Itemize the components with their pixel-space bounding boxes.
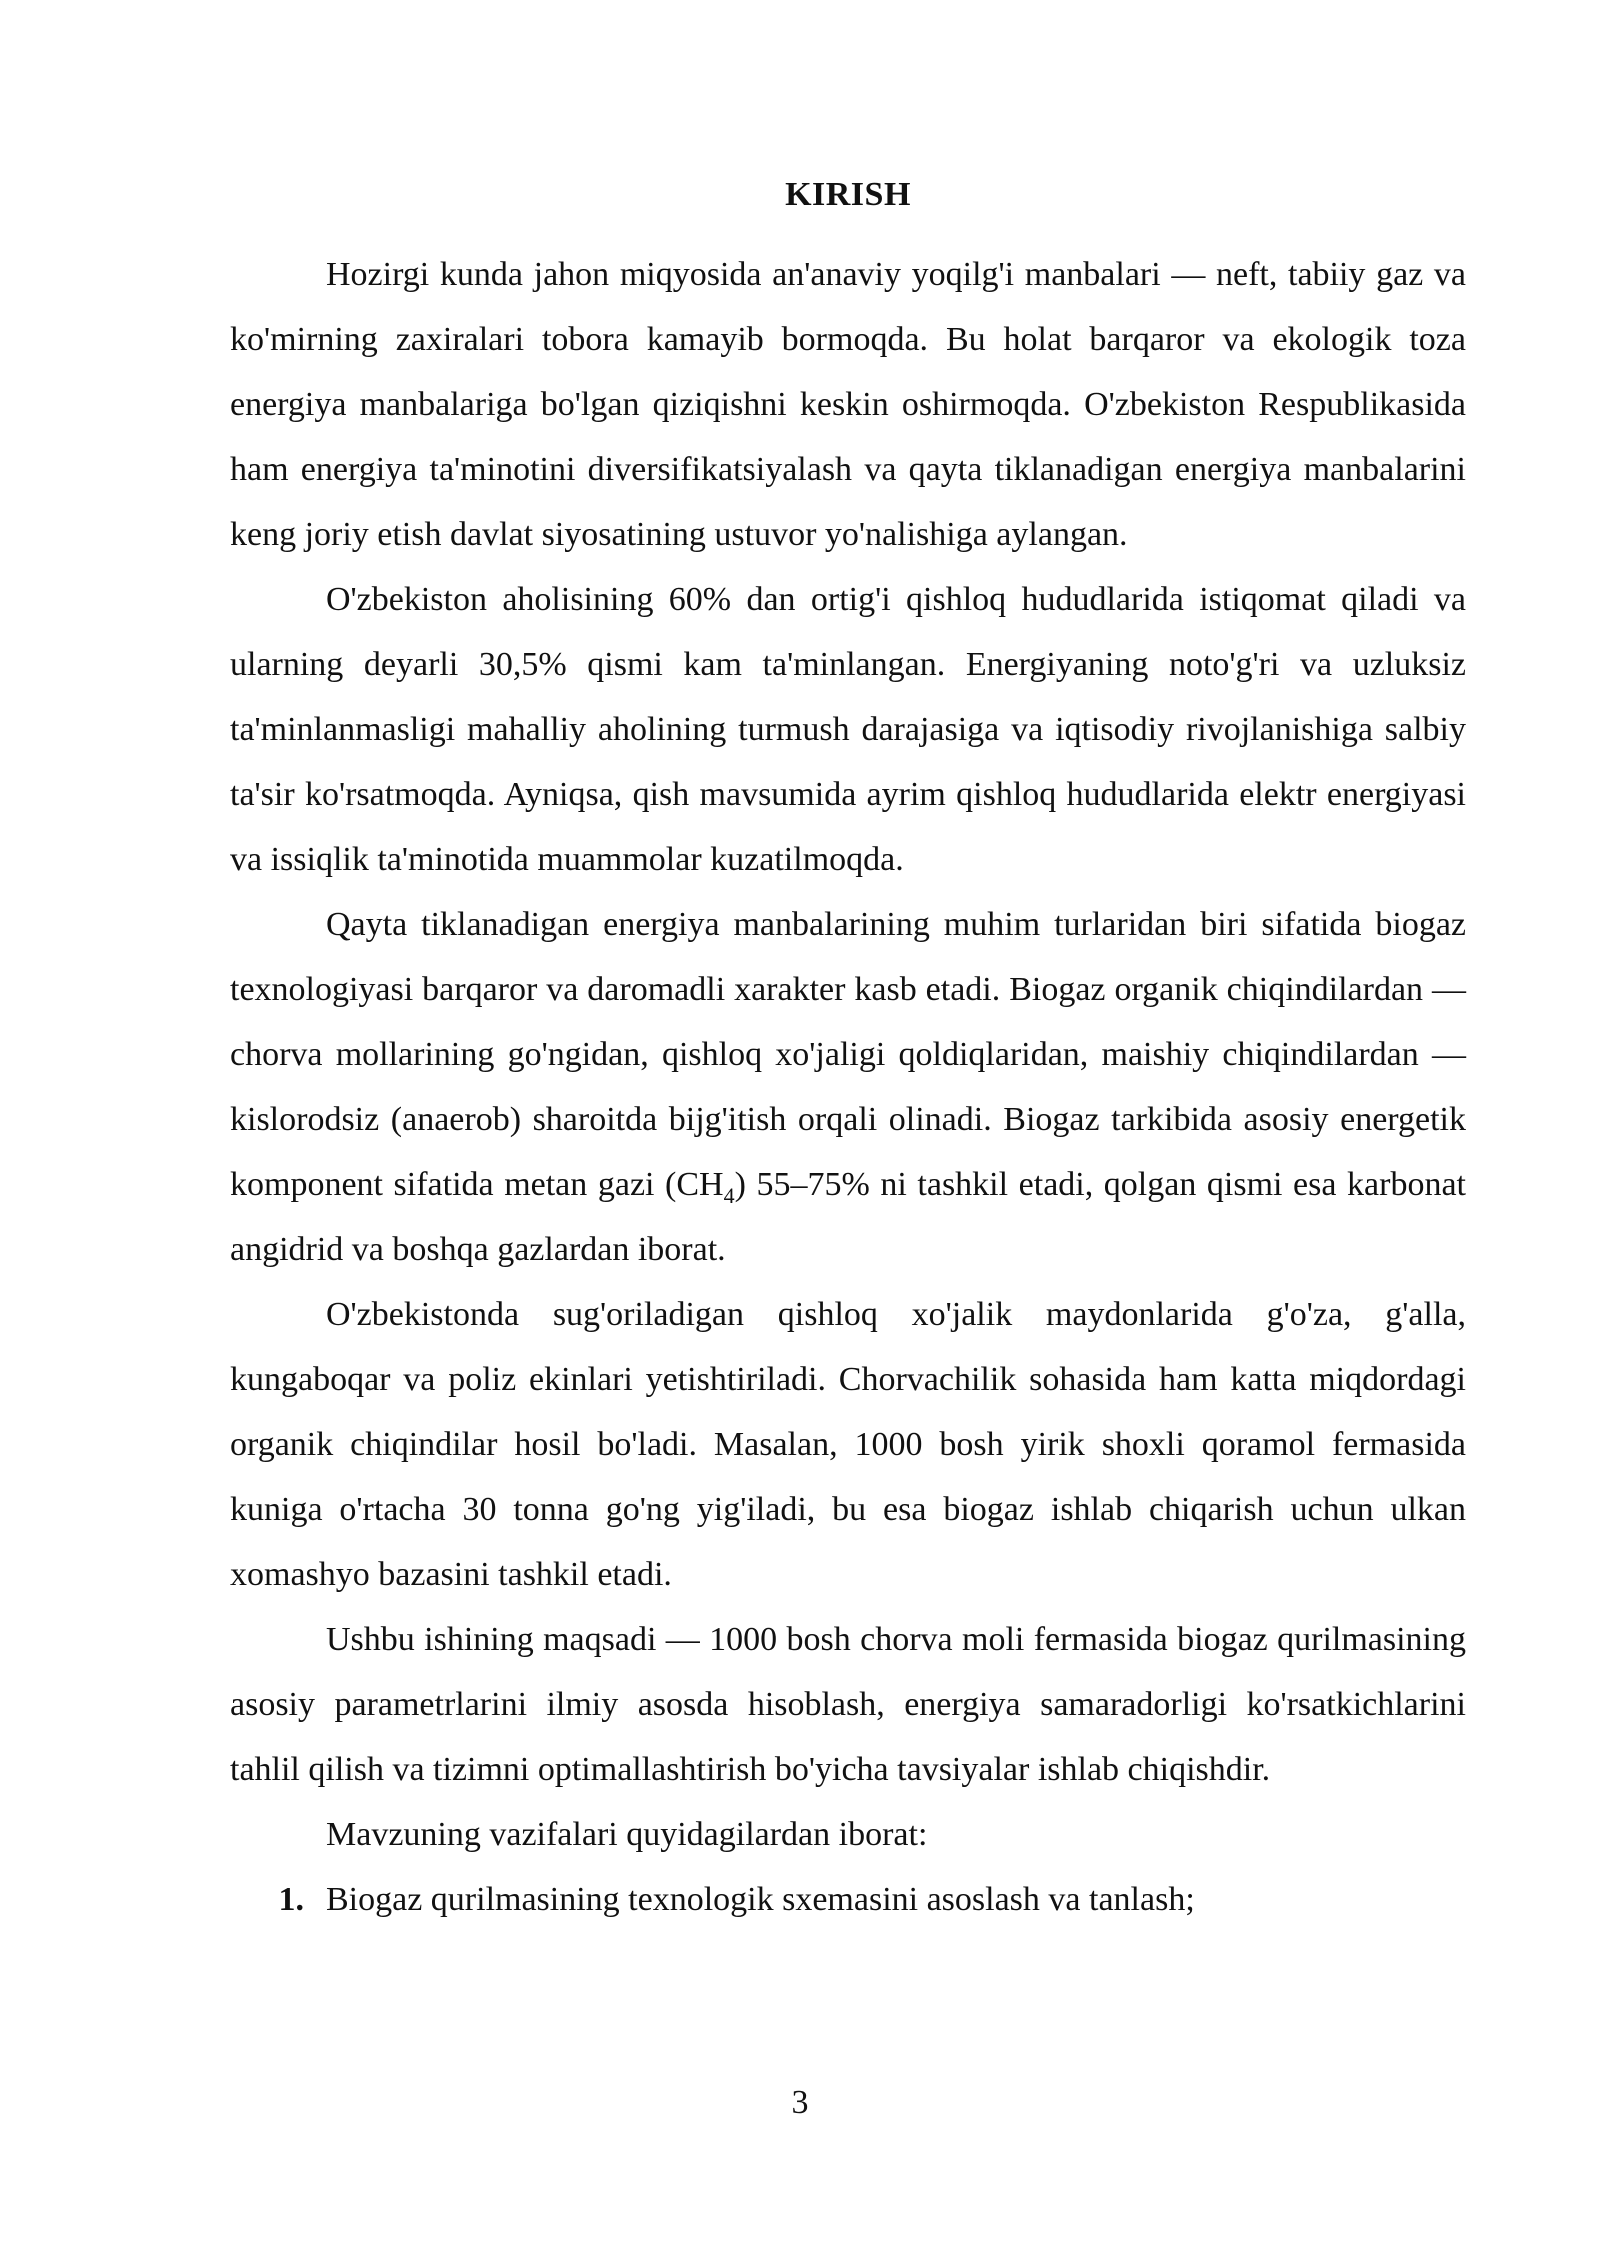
paragraph-goal: Ushbu ishining maqsadi — 1000 bosh chorva moli fermasida biogaz qurilmasining asosiy parametrlarini ilmiy asosda hisoblash, energiya samaradorligi ko'rsatkichlarini tahlil qilish va tizimni optimallashtirish bo'yicha tavsiyalar ishlab chiqishdir. [230, 1621, 1466, 1788]
paragraph-intro: Hozirgi kunda jahon miqyosida an'anaviy yoqilg'i manbalari — neft, tabiiy gaz va ko'mirning zaxiralari tobora kamayib bormoqda. Bu holat barqaror va ekologik toza energiya manbalariga bo'lgan qiziqishni keskin oshirmoqda. O'zbekiston Respublikasida ham energiya ta'minotini diversifikatsiyalash va qayta tiklanadigan energiya manbalarini keng joriy etish davlat siyosatining ustuvor yo'nalishiga aylangan. [230, 256, 1466, 553]
paragraph-agriculture: O'zbekistonda sug'oriladigan qishloq xo'jalik maydonlarida g'o'za, g'alla, kungaboqar va poliz ekinlari yetishtiriladi. Chorvachilik sohasida ham katta miqdordagi organik chiqindilar hosil bo'ladi. Masalan, 1000 bosh yirik shoxli qoramol fermasida kuniga o'rtacha 30 tonna go'ng yig'iladi, bu esa biogaz ishlab chiqarish uchun ulkan xomashyo bazasini tashkil etadi. [230, 1296, 1466, 1593]
tasks-list [230, 1867, 1466, 1932]
page-number: 3 [791, 2084, 809, 2121]
paragraph-biogas [230, 892, 1466, 1282]
list-item-text: Biogaz qurilmasining texnologik sxemasini asoslash va tanlash; [326, 1881, 1195, 1918]
paragraph-population: O'zbekiston aholisining 60% dan ortig'i qishloq hududlarida istiqomat qiladi va ularning deyarli 30,5% qismi kam ta'minlangan. Energiyaning noto'g'ri va uzluksiz ta'minlanmasligi mahalliy aholining turmush darajasiga va iqtisodiy rivojlanishiga salbiy ta'sir ko'rsatmoqda. Ayniqsa, qish mavsumida ayrim qishloq hududlarida elektr energiyasi va issiqlik ta'minotida muammolar kuzatilmoqda. [230, 581, 1466, 878]
page-title: KIRISH [785, 176, 911, 213]
list-item [230, 1867, 1466, 1932]
list-item-number: 1. [278, 1881, 304, 1918]
methane-subscript: 4 [723, 1182, 735, 1208]
paragraph-biogas-text-a: Qayta tiklanadigan energiya manbalarining muhim turlaridan biri sifatida biogaz texnologiyasi barqaror va daromadli xarakter kasb etadi. Biogaz organik chiqindilardan — chorva mollarining go'ngidan, qishloq xo'jaligi qoldiqlaridan, maishiy chiqindilardan — kislorodsiz (anaerob) sharoitda bijg'itish orqali olinadi. Biogaz tarkibida asosiy energetik komponent sifatida metan gazi (CH [230, 906, 1466, 1203]
paragraph-biogas-text-b: ) 55–75% ni tashkil etadi, qolgan qismi esa karbonat angidrid va boshqa gazlardan iborat. [230, 1166, 1466, 1268]
paragraph-tasks-intro: Mavzuning vazifalari quyidagilardan iborat: [326, 1816, 928, 1853]
document-body [230, 168, 1466, 1932]
